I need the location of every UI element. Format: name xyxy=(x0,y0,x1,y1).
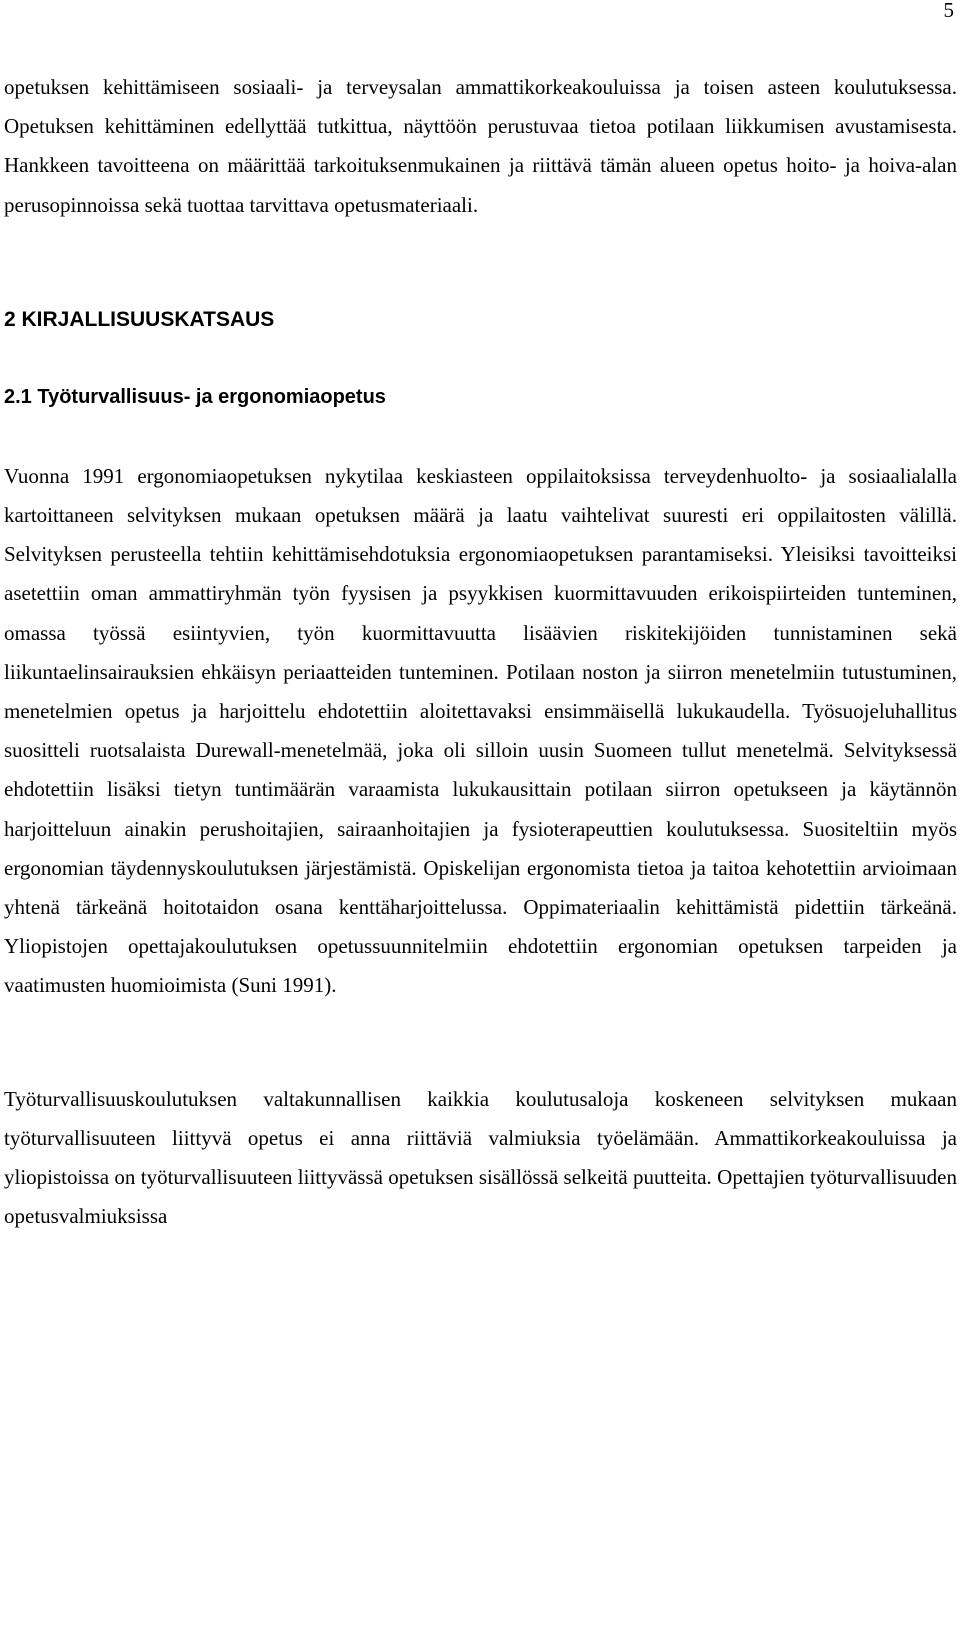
body-paragraph-1: Vuonna 1991 ergonomiaopetuksen nykytilaa keskiasteen oppilaitoksissa terveydenhuolto- ja sosiaalialalla kartoittaneen selvityksen mukaan opetuksen määrä ja laatu vaihtelivat suuresti eri oppilaitosten välillä. Selvityksen perusteella tehtiin kehittämisehdotuksia ergonomiaopetuksen parantamiseksi. Yleisiksi tavoitteiksi asetettiin oman ammattiryhmän työn fyysisen ja psyykkisen kuormittavuuden erikoispiirteiden tunteminen, omassa työssä esiintyvien, työn kuormittavuutta lisäävien riskitekijöiden tunnistaminen sekä liikuntaelinsairauksien ehkäisyn periaatteiden tunteminen. Potilaan noston ja siirron menetelmiin tutustuminen, menetelmien opetus ja harjoittelu ehdotettiin aloitettavaksi ensimmäisellä lukukaudella. Työsuojeluhallitus suositteli ruotsalaista Durewall-menetelmää, joka oli silloin uusin Suomeen tullut menetelmä. Selvityksessä ehdotettiin lisäksi tietyn tuntimäärän varaamista lukukausittain potilaan siirron opetukseen ja käytännön harjoitteluun ainakin perushoitajien, sairaanhoitajien ja fysioterapeuttien koulutuksessa. Suositeltiin myös ergonomian täydennyskoulutuksen järjestämistä. Opiskelijan ergonomista tietoa ja taitoa kehotettiin arvioimaan yhtenä tärkeänä hoitotaidon osana kenttäharjoittelussa. Oppimateriaalin kehittämistä pidettiin tärkeänä. Yliopistojen opettajakoulutuksen opetussuunnitelmiin ehdotettiin ergonomian opetuksen tarpeiden ja vaatimusten huomioimista (Suni 1991). xyxy=(4,463,957,998)
body-paragraph-2: Työturvallisuuskoulutuksen valtakunnallisen kaikkia koulutusaloja koskeneen selvityksen mukaan työturvallisuuteen liittyvä opetus ei anna riittäviä valmiuksia työelämään. Ammattikorkeakouluissa ja yliopistoissa on työturvallisuuteen liittyvässä opetuksen sisällössä selkeitä puutteita. Opettajien työturvallisuuden opetusvalmiuksissa xyxy=(4,1086,957,1229)
page-number: 5 xyxy=(943,0,954,22)
document-body xyxy=(4,68,957,1236)
subsection-heading: 2.1 Työturvallisuus- ja ergonomiaopetus xyxy=(4,385,386,408)
section-heading: 2 KIRJALLISUUSKATSAUS xyxy=(4,307,275,331)
intro-paragraph: opetuksen kehittämiseen sosiaali- ja terveysalan ammattikorkeakouluissa ja toisen asteen koulutuksessa. Opetuksen kehittäminen edellyttää tutkittua, näyttöön perustuvaa tietoa potilaan liikkumisen avustamisesta. Hankkeen tavoitteena on määrittää tarkoituksenmukainen ja riittävä tämän alueen opetus hoito- ja hoiva-alan perusopinnoissa sekä tuottaa tarvittava opetusmateriaali. xyxy=(4,75,957,217)
